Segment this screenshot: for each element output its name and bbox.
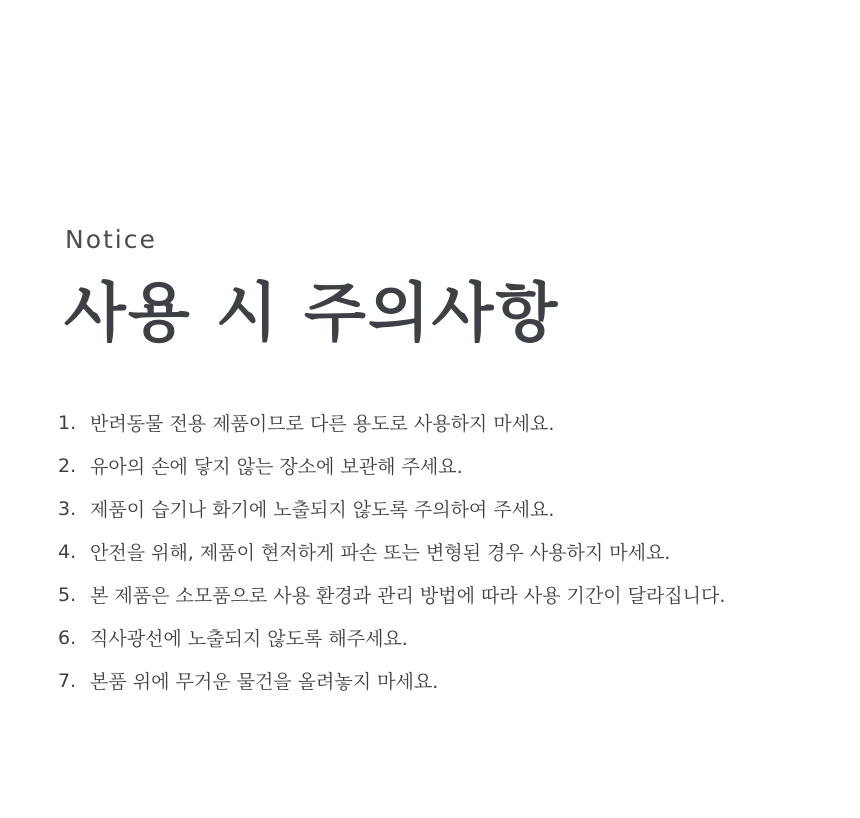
item-number: 5. [58,583,77,606]
item-number: 4. [58,540,77,563]
notice-list [58,401,848,702]
item-number: 3. [58,497,77,520]
page-title: 사용 시 주의사항 [64,277,560,351]
item-text: 직사광선에 노출되지 않도록 해주세요. [90,628,408,650]
list-item [58,659,848,702]
item-text: 유아의 손에 닿지 않는 장소에 보관해 주세요. [90,456,463,478]
item-text: 제품이 습기나 화기에 노출되지 않도록 주의하여 주세요. [90,499,555,521]
list-item [58,401,848,444]
list-item [58,530,848,573]
item-number: 2. [58,454,77,477]
item-text: 반려동물 전용 제품이므로 다른 용도로 사용하지 마세요. [90,413,555,435]
item-text: 안전을 위해, 제품이 현저하게 파손 또는 변형된 경우 사용하지 마세요. [90,542,671,564]
notice-label: Notice [65,225,157,254]
item-number: 1. [58,411,77,434]
list-item [58,487,848,530]
item-number: 7. [58,669,77,692]
list-item [58,616,848,659]
list-item [58,444,848,487]
list-item [58,573,848,616]
item-number: 6. [58,626,77,649]
item-text: 본품 위에 무거운 물건을 올려놓지 마세요. [90,671,439,693]
item-text: 본 제품은 소모품으로 사용 환경과 관리 방법에 따라 사용 기간이 달라집니다. [90,585,726,607]
